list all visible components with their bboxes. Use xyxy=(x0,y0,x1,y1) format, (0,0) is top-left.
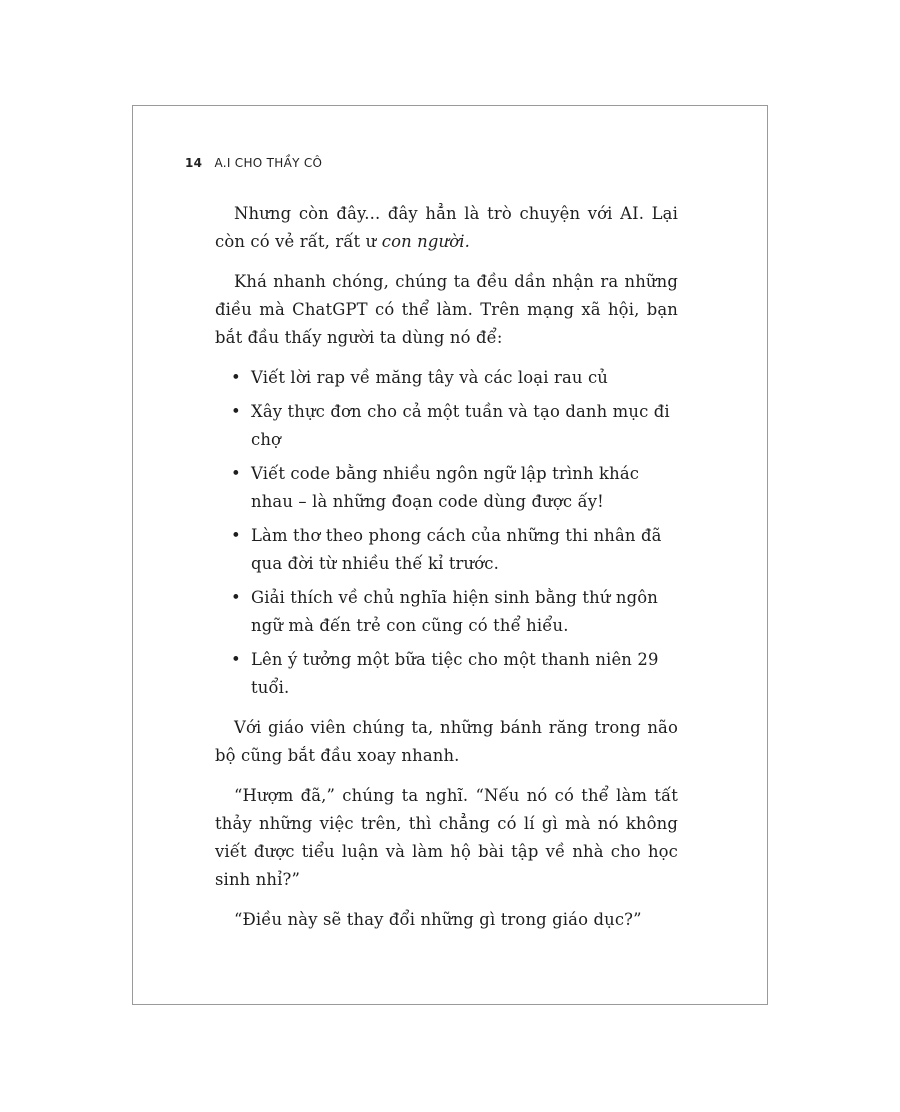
running-header xyxy=(185,156,322,170)
paragraph-4: “Hượm đã,” chúng ta nghĩ. “Nếu nó có thể làm tất thảy những việc trên, thì chẳng có lí gì mà nó không viết được tiểu luận và làm hộ bài tập về nhà cho học sinh nhỉ?” xyxy=(215,786,678,889)
page-number: 14 xyxy=(185,156,203,170)
list-item xyxy=(215,364,678,392)
bullet-icon: • xyxy=(231,526,241,545)
bullet-icon: • xyxy=(231,588,241,607)
paragraph-5: “Điều này sẽ thay đổi những gì trong giáo dục?” xyxy=(234,910,642,929)
list-item-text: Giải thích về chủ nghĩa hiện sinh bằng thứ ngôn ngữ mà đến trẻ con cũng có thể hiểu. xyxy=(251,588,658,635)
paragraph-1 xyxy=(215,200,678,256)
list-item-text: Lên ý tưởng một bữa tiệc cho một thanh niên 29 tuổi. xyxy=(251,650,659,697)
paragraph-2: Khá nhanh chóng, chúng ta đều dần nhận ra những điều mà ChatGPT có thể làm. Trên mạng xã hội, bạn bắt đầu thấy người ta dùng nó để: xyxy=(215,272,678,347)
paragraph-3: Với giáo viên chúng ta, những bánh răng trong não bộ cũng bắt đầu xoay nhanh. xyxy=(215,718,678,765)
bullet-icon: • xyxy=(231,464,241,483)
list-item xyxy=(215,584,678,640)
running-title: A.I CHO THẦY CÔ xyxy=(214,156,323,170)
list-item xyxy=(215,646,678,702)
book-page xyxy=(132,105,768,1005)
list-item-text: Làm thơ theo phong cách của những thi nhân đã qua đời từ nhiều thế kỉ trước. xyxy=(251,526,662,573)
paragraph-1-italic: con người. xyxy=(381,232,470,251)
list-item-text: Viết lời rap về măng tây và các loại rau củ xyxy=(251,368,608,387)
page-body xyxy=(215,200,678,946)
paragraph-1-text: Nhưng còn đây... đây hẳn là trò chuyện với AI. Lại còn có vẻ rất, rất ư xyxy=(215,204,678,251)
list-item-text: Viết code bằng nhiều ngôn ngữ lập trình khác nhau – là những đoạn code dùng được ấy! xyxy=(251,464,640,511)
list-item-text: Xây thực đơn cho cả một tuần và tạo danh mục đi chợ xyxy=(251,402,670,449)
list-item xyxy=(215,398,678,454)
bullet-icon: • xyxy=(231,650,241,669)
bullet-icon: • xyxy=(231,368,241,387)
list-item xyxy=(215,522,678,578)
bullet-icon: • xyxy=(231,402,241,421)
bullet-list xyxy=(215,364,678,702)
list-item xyxy=(215,460,678,516)
